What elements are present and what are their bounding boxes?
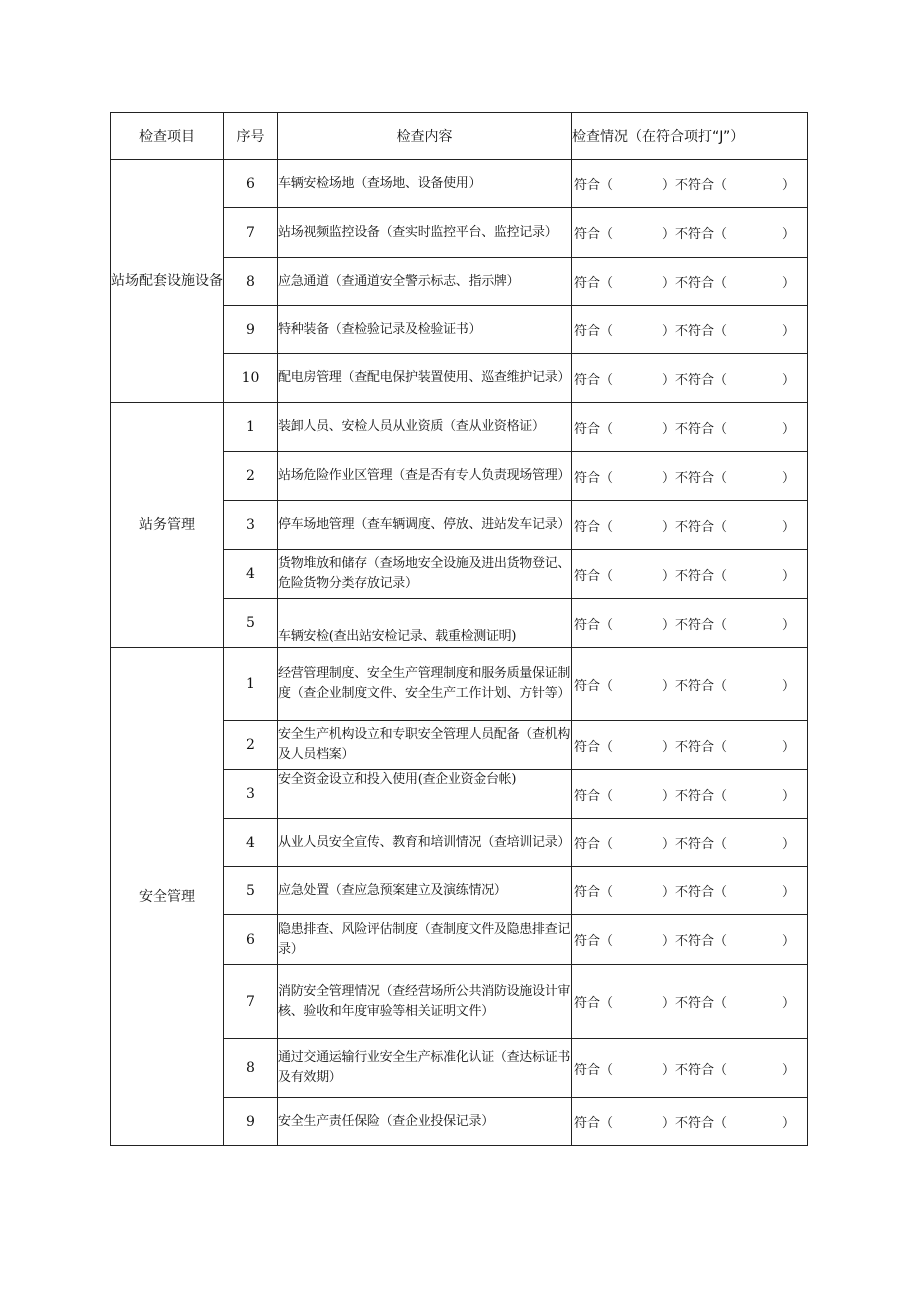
seq-cell: 6 (224, 915, 278, 965)
status-cell (572, 770, 808, 819)
status-close: ） (782, 568, 796, 584)
status-cell (572, 550, 808, 599)
status-close: ） (782, 1062, 796, 1078)
content-cell: 安全资金设立和投入使用(查企业资金台帐) (278, 770, 572, 819)
seq-cell: 10 (224, 354, 278, 403)
pass-checkbox[interactable]: 符合（ (574, 324, 614, 339)
content-cell: 从业人员安全宣传、教育和培训情况（查培训记录） (278, 819, 572, 867)
fail-checkbox[interactable]: ）不符合（ (662, 678, 728, 694)
pass-checkbox[interactable]: 符合（ (574, 1062, 614, 1078)
header-content: 检查内容 (278, 113, 572, 160)
status-close: ） (782, 372, 796, 388)
fail-checkbox[interactable]: ）不符合（ (662, 996, 728, 1011)
pass-checkbox[interactable]: 符合（ (574, 934, 614, 949)
seq-cell: 8 (224, 1039, 278, 1098)
pass-checkbox[interactable]: 符合（ (574, 617, 614, 633)
pass-checkbox[interactable]: 符合（ (574, 568, 614, 584)
pass-checkbox[interactable]: 符合（ (574, 227, 614, 242)
pass-checkbox[interactable]: 符合（ (574, 996, 614, 1011)
seq-cell: 5 (224, 599, 278, 648)
status-close: ） (782, 788, 796, 804)
status-close: ） (782, 324, 796, 339)
seq-cell: 2 (224, 452, 278, 501)
status-close: ） (782, 885, 796, 900)
fail-checkbox[interactable]: ）不符合（ (662, 1062, 728, 1078)
status-close: ） (782, 934, 796, 949)
status-cell (572, 915, 808, 965)
status-cell (572, 258, 808, 306)
content-cell: 经营管理制度、安全生产管理制度和服务质量保证制度（查企业制度文件、安全生产工作计划、方针等） (278, 648, 572, 721)
status-cell (572, 721, 808, 770)
seq-cell: 9 (224, 306, 278, 354)
status-cell (572, 403, 808, 452)
status-close: ） (782, 617, 796, 633)
content-cell: 应急通道（查通道安全警示标志、指示牌） (278, 258, 572, 306)
fail-checkbox[interactable]: ）不符合（ (662, 739, 728, 755)
status-close: ） (782, 178, 796, 193)
content-cell: 站场危险作业区管理（查是否有专人负责现场管理） (278, 452, 572, 501)
status-cell (572, 354, 808, 403)
header-row (111, 113, 808, 160)
seq-cell: 4 (224, 550, 278, 599)
pass-checkbox[interactable]: 符合（ (574, 739, 614, 755)
pass-checkbox[interactable]: 符合（ (574, 837, 614, 852)
fail-checkbox[interactable]: ）不符合（ (662, 837, 728, 852)
header-seq: 序号 (224, 113, 278, 160)
fail-checkbox[interactable]: ）不符合（ (662, 934, 728, 949)
pass-checkbox[interactable]: 符合（ (574, 372, 614, 388)
seq-cell: 7 (224, 965, 278, 1039)
status-cell (572, 648, 808, 721)
status-cell (572, 501, 808, 550)
fail-checkbox[interactable]: ）不符合（ (662, 227, 728, 242)
seq-cell: 3 (224, 501, 278, 550)
status-close: ） (782, 470, 796, 486)
content-cell: 应急处置（查应急预案建立及演练情况） (278, 867, 572, 915)
seq-cell: 2 (224, 721, 278, 770)
fail-checkbox[interactable]: ）不符合（ (662, 421, 728, 437)
status-close: ） (782, 1116, 796, 1131)
content-cell: 配电房管理（查配电保护装置使用、巡查维护记录） (278, 354, 572, 403)
status-close: ） (782, 276, 796, 291)
fail-checkbox[interactable]: ）不符合（ (662, 568, 728, 584)
seq-cell: 3 (224, 770, 278, 819)
content-cell: 安全生产机构设立和专职安全管理人员配备（查机构及人员档案） (278, 721, 572, 770)
pass-checkbox[interactable]: 符合（ (574, 678, 614, 694)
seq-cell: 1 (224, 648, 278, 721)
fail-checkbox[interactable]: ）不符合（ (662, 519, 728, 535)
content-cell: 通过交通运输行业安全生产标准化认证（查达标证书及有效期） (278, 1039, 572, 1098)
seq-cell: 1 (224, 403, 278, 452)
status-cell (572, 160, 808, 208)
status-cell (572, 208, 808, 258)
header-status: 检查情况（在符合项打“J”） (572, 113, 808, 160)
pass-checkbox[interactable]: 符合（ (574, 276, 614, 291)
fail-checkbox[interactable]: ）不符合（ (662, 788, 728, 804)
inspection-table (110, 112, 808, 1146)
table-body (111, 160, 808, 1146)
pass-checkbox[interactable]: 符合（ (574, 885, 614, 900)
content-cell: 货物堆放和储存（查场地安全设施及进出货物登记、危险货物分类存放记录） (278, 550, 572, 599)
content-cell: 站场视频监控设备（查实时监控平台、监控记录） (278, 208, 572, 258)
content-cell: 安全生产责任保险（查企业投保记录） (278, 1098, 572, 1146)
table-row (111, 160, 808, 208)
category-cell: 站场配套设施设备 (111, 160, 224, 403)
pass-checkbox[interactable]: 符合（ (574, 178, 614, 193)
pass-checkbox[interactable]: 符合（ (574, 421, 614, 437)
status-close: ） (782, 519, 796, 535)
header-item: 检查项目 (111, 113, 224, 160)
fail-checkbox[interactable]: ）不符合（ (662, 617, 728, 633)
seq-cell: 4 (224, 819, 278, 867)
status-close: ） (782, 837, 796, 852)
fail-checkbox[interactable]: ）不符合（ (662, 372, 728, 388)
fail-checkbox[interactable]: ）不符合（ (662, 178, 728, 193)
pass-checkbox[interactable]: 符合（ (574, 470, 614, 486)
status-close: ） (782, 996, 796, 1011)
status-cell (572, 306, 808, 354)
status-cell (572, 819, 808, 867)
seq-cell: 5 (224, 867, 278, 915)
seq-cell: 6 (224, 160, 278, 208)
category-cell: 安全管理 (111, 648, 224, 1146)
status-cell (572, 599, 808, 648)
status-cell (572, 965, 808, 1039)
pass-checkbox[interactable]: 符合（ (574, 519, 614, 535)
status-cell (572, 867, 808, 915)
seq-cell: 9 (224, 1098, 278, 1146)
seq-cell: 8 (224, 258, 278, 306)
content-cell: 隐患排查、风险评估制度（查制度文件及隐患排查记录） (278, 915, 572, 965)
status-cell (572, 1098, 808, 1146)
content-cell: 车辆安检场地（查场地、设备使用） (278, 160, 572, 208)
seq-cell: 7 (224, 208, 278, 258)
fail-checkbox[interactable]: ）不符合（ (662, 470, 728, 486)
table-row (111, 403, 808, 452)
fail-checkbox[interactable]: ）不符合（ (662, 324, 728, 339)
fail-checkbox[interactable]: ）不符合（ (662, 1116, 728, 1131)
status-close: ） (782, 227, 796, 242)
fail-checkbox[interactable]: ）不符合（ (662, 276, 728, 291)
status-close: ） (782, 739, 796, 755)
content-cell: 特种装备（查检验记录及检验证书） (278, 306, 572, 354)
content-cell: 装卸人员、安检人员从业资质（查从业资格证） (278, 403, 572, 452)
content-cell: 停车场地管理（查车辆调度、停放、进站发车记录） (278, 501, 572, 550)
status-cell (572, 1039, 808, 1098)
category-cell: 站务管理 (111, 403, 224, 648)
content-cell: 车辆安检(查出站安检记录、载重检测证明) (278, 599, 572, 648)
table-row (111, 648, 808, 721)
fail-checkbox[interactable]: ）不符合（ (662, 885, 728, 900)
pass-checkbox[interactable]: 符合（ (574, 1116, 614, 1131)
pass-checkbox[interactable]: 符合（ (574, 788, 614, 804)
status-close: ） (782, 678, 796, 694)
status-cell (572, 452, 808, 501)
content-cell: 消防安全管理情况（查经营场所公共消防设施设计审核、验收和年度审验等相关证明文件） (278, 965, 572, 1039)
status-close: ） (782, 421, 796, 437)
